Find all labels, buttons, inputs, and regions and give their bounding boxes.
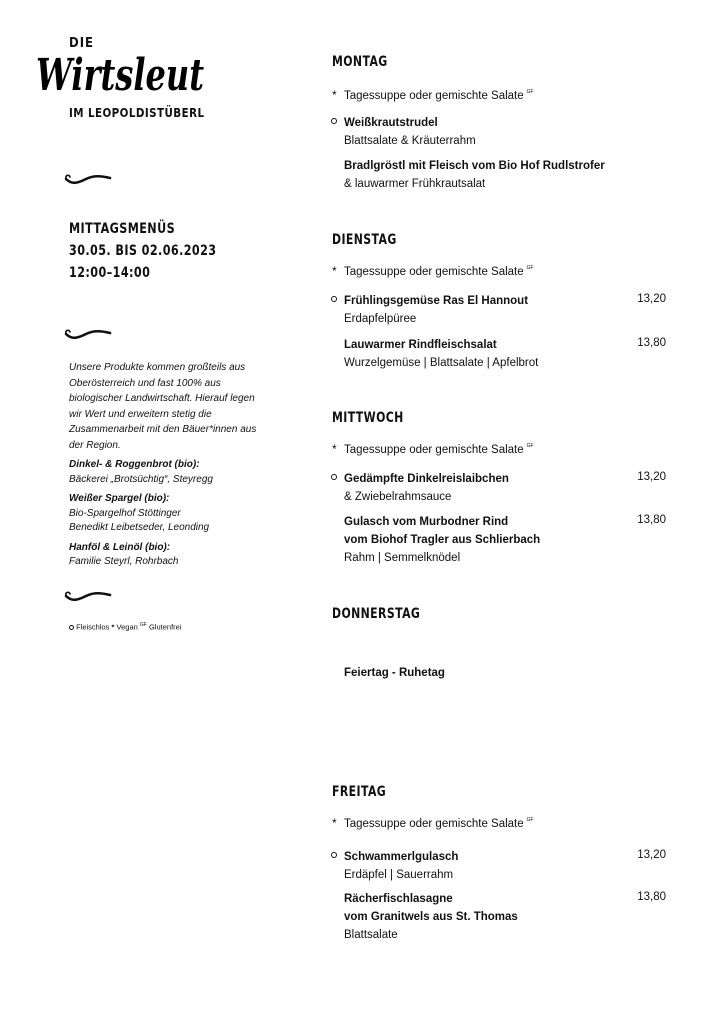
dish-title: Rächerfischlasagne	[344, 893, 453, 905]
dish-price: 13,20	[637, 293, 666, 305]
dish-item	[344, 336, 664, 372]
menu-time: 12:00–14:00	[69, 265, 151, 281]
dish-price: 13,80	[637, 514, 666, 526]
dish-description: & lauwarmer Frühkrautsalat	[344, 178, 486, 190]
dish-description: & Zwiebelrahmsauce	[344, 491, 452, 503]
day-heading-montag: MONTAG	[332, 54, 388, 70]
brand-script-logo	[32, 44, 208, 106]
swash-divider-icon	[64, 325, 114, 341]
dish-price: 13,20	[637, 849, 666, 861]
dish-description: Blattsalate	[344, 929, 398, 941]
source-line: Familie Steyrl, Rohrbach	[69, 556, 179, 567]
source-line: Benedikt Leibetseder, Leonding	[69, 522, 210, 533]
source-title: Hanföl & Leinöl (bio):	[69, 541, 171, 553]
soup-text: Tagessuppe oder gemischte Salate	[344, 266, 524, 278]
soup-line	[332, 88, 534, 102]
brand-subtitle: IM LEOPOLDISTÜBERL	[69, 106, 205, 120]
swash-divider-icon	[64, 170, 114, 186]
menu-header	[69, 218, 217, 284]
dish-item	[344, 292, 664, 328]
legend-vegan: Vegan	[116, 622, 138, 632]
vegan-asterisk-icon: *	[332, 88, 337, 102]
gf-mark: GF	[526, 89, 534, 95]
vegetarian-circle-icon	[331, 296, 337, 302]
vegetarian-circle-icon	[69, 625, 74, 630]
dish-description: Erdapfelpüree	[344, 313, 417, 325]
dish-item	[344, 513, 664, 567]
legend-gf-mark: GF	[139, 622, 147, 628]
intro-section	[69, 360, 269, 570]
vegetarian-circle-icon	[331, 474, 337, 480]
soup-text: Tagessuppe oder gemischte Salate	[344, 818, 524, 830]
menu-title: MITTAGSMENÜS	[69, 221, 176, 237]
dish-item	[344, 157, 664, 193]
dish-price: 13,80	[637, 337, 666, 349]
soup-line	[332, 816, 534, 830]
vegetarian-circle-icon	[331, 118, 337, 124]
day-heading-donnerstag: DONNERSTAG	[332, 606, 421, 622]
vegan-asterisk-icon: *	[332, 264, 337, 278]
source-title: Weißer Spargel (bio):	[69, 493, 170, 504]
gf-mark: GF	[526, 443, 534, 449]
soup-line	[332, 264, 534, 278]
dish-title: Frühlingsgemüse Ras El Hannout	[344, 295, 529, 307]
dish-item	[344, 890, 664, 944]
gf-mark: GF	[526, 817, 534, 823]
vegan-asterisk-icon: *	[111, 622, 115, 632]
legend	[69, 622, 182, 632]
soup-text: Tagessuppe oder gemischte Salate	[344, 90, 524, 102]
dish-item	[344, 848, 664, 884]
dish-title: Gedämpfte Dinkelreislaibchen	[344, 473, 509, 485]
legend-vegetarian: Fleischlos	[76, 622, 110, 632]
day-heading-freitag: FREITAG	[332, 784, 387, 800]
soup-line	[332, 442, 534, 456]
dish-item	[344, 470, 664, 506]
source-item	[69, 540, 269, 570]
source-item	[69, 457, 269, 487]
dish-description: Blattsalate & Kräuterrahm	[344, 135, 476, 147]
dish-description: Rahm | Semmelknödel	[344, 552, 461, 564]
brand-script-text: Wirtsleut	[36, 50, 204, 101]
holiday-note: Feiertag - Ruhetag	[344, 667, 445, 679]
legend-gluten-free: Glutenfrei	[148, 622, 182, 632]
source-title: Dinkel- & Roggenbrot (bio):	[69, 459, 200, 470]
brand-top-text: DIE	[69, 36, 95, 51]
dish-title: Weißkrautstrudel	[344, 117, 438, 129]
gf-mark: GF	[526, 265, 534, 271]
dish-title-line2: vom Granitwels aus St. Thomas	[344, 911, 518, 923]
dish-price: 13,80	[637, 891, 666, 903]
dish-description: Erdäpfel | Sauerrahm	[344, 869, 454, 881]
dish-title-line2: vom Biohof Tragler aus Schlierbach	[344, 534, 541, 546]
vegetarian-circle-icon	[331, 852, 337, 858]
dish-title: Gulasch vom Murbodner Rind	[344, 516, 509, 528]
source-line: Bio-Spargelhof Stöttinger	[69, 507, 181, 519]
dish-title: Bradlgröstl mit Fleisch vom Bio Hof Rudlstrofer	[344, 160, 605, 172]
source-line: Bäckerei „Brotsüchtig“, Steyregg	[69, 473, 213, 485]
dish-title: Lauwarmer Rindfleischsalat	[344, 339, 497, 351]
day-heading-mittwoch: MITTWOCH	[332, 410, 404, 426]
dish-item	[344, 114, 664, 150]
vegan-asterisk-icon: *	[332, 816, 337, 830]
soup-text: Tagessuppe oder gemischte Salate	[344, 444, 524, 456]
intro-text: Unsere Produkte kommen großteils aus Oberösterreich und fast 100% aus biologischer Landwirtschaft. Hierauf legen wir Wert und erweitern stetig die Zusammenarbeit mit den Bäuer*innen aus der Region.	[69, 362, 257, 451]
day-heading-dienstag: DIENSTAG	[332, 232, 397, 248]
dish-price: 13,20	[637, 471, 666, 483]
dish-title: Schwammerlgulasch	[344, 851, 459, 863]
vegan-asterisk-icon: *	[332, 442, 337, 456]
source-item	[69, 491, 269, 536]
menu-dates: 30.05. BIS 02.06.2023	[69, 243, 217, 259]
swash-divider-icon	[64, 587, 114, 603]
dish-description: Wurzelgemüse | Blattsalate | Apfelbrot	[344, 357, 539, 369]
